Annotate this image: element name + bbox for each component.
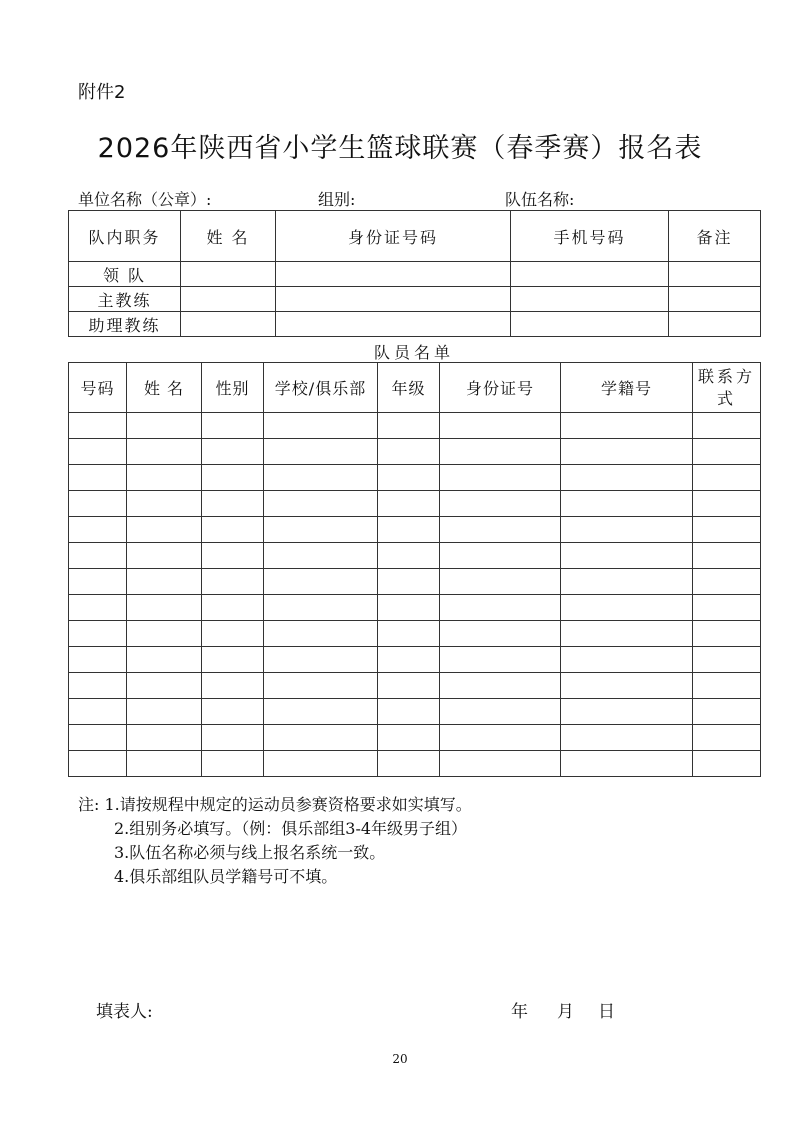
roster-cell[interactable]	[561, 465, 693, 491]
roster-cell[interactable]	[440, 751, 561, 777]
roster-cell[interactable]	[264, 491, 378, 517]
roster-cell[interactable]	[693, 751, 761, 777]
roster-row	[69, 491, 761, 517]
roster-cell[interactable]	[127, 595, 202, 621]
roster-cell[interactable]	[202, 517, 264, 543]
roster-cell[interactable]	[561, 751, 693, 777]
roster-cell[interactable]	[202, 621, 264, 647]
roster-cell[interactable]	[693, 595, 761, 621]
roster-cell[interactable]	[202, 543, 264, 569]
roster-cell[interactable]	[693, 491, 761, 517]
roster-cell[interactable]	[69, 465, 127, 491]
roster-cell[interactable]	[378, 517, 440, 543]
roster-cell[interactable]	[440, 491, 561, 517]
staff-role-cell: 主教练	[69, 287, 181, 312]
roster-cell[interactable]	[202, 569, 264, 595]
team-name-field-label: 队伍名称:	[505, 190, 575, 209]
group-field-label: 组别:	[318, 190, 356, 209]
roster-cell[interactable]	[69, 673, 127, 699]
roster-cell[interactable]	[378, 673, 440, 699]
roster-cell[interactable]	[561, 621, 693, 647]
staff-cell[interactable]	[276, 287, 511, 312]
roster-cell[interactable]	[693, 439, 761, 465]
roster-cell[interactable]	[440, 699, 561, 725]
roster-cell[interactable]	[561, 725, 693, 751]
roster-cell[interactable]	[202, 491, 264, 517]
roster-cell[interactable]	[127, 725, 202, 751]
roster-cell[interactable]	[378, 569, 440, 595]
roster-cell[interactable]	[127, 543, 202, 569]
roster-row	[69, 595, 761, 621]
roster-cell[interactable]	[69, 647, 127, 673]
roster-cell[interactable]	[561, 543, 693, 569]
staff-row	[69, 287, 761, 312]
roster-cell[interactable]	[440, 543, 561, 569]
roster-cell[interactable]	[69, 543, 127, 569]
roster-cell[interactable]	[561, 699, 693, 725]
staff-cell[interactable]	[181, 287, 276, 312]
roster-header-cell: 学籍号	[561, 363, 693, 413]
roster-cell[interactable]	[69, 621, 127, 647]
staff-cell[interactable]	[511, 312, 669, 337]
roster-cell[interactable]	[693, 725, 761, 751]
roster-cell[interactable]	[378, 621, 440, 647]
roster-cell[interactable]	[127, 621, 202, 647]
roster-cell[interactable]	[693, 621, 761, 647]
page-number: 20	[392, 1052, 408, 1066]
roster-row	[69, 621, 761, 647]
roster-cell[interactable]	[202, 439, 264, 465]
roster-cell[interactable]	[127, 569, 202, 595]
roster-row	[69, 439, 761, 465]
staff-cell[interactable]	[669, 312, 761, 337]
roster-cell[interactable]	[264, 621, 378, 647]
roster-cell[interactable]	[561, 647, 693, 673]
roster-cell[interactable]	[264, 751, 378, 777]
roster-cell[interactable]	[440, 569, 561, 595]
roster-cell[interactable]	[440, 621, 561, 647]
roster-header-cell: 号码	[69, 363, 127, 413]
roster-cell[interactable]	[440, 725, 561, 751]
staff-cell[interactable]	[511, 262, 669, 287]
roster-cell[interactable]	[440, 595, 561, 621]
roster-cell[interactable]	[69, 439, 127, 465]
staff-cell[interactable]	[669, 262, 761, 287]
roster-row	[69, 413, 761, 439]
roster-row	[69, 673, 761, 699]
staff-role-cell: 领 队	[69, 262, 181, 287]
roster-cell[interactable]	[693, 543, 761, 569]
roster-cell[interactable]	[69, 413, 127, 439]
roster-cell[interactable]	[69, 491, 127, 517]
roster-cell[interactable]	[127, 673, 202, 699]
roster-cell[interactable]	[264, 517, 378, 543]
roster-cell[interactable]	[693, 465, 761, 491]
roster-row	[69, 647, 761, 673]
staff-cell[interactable]	[511, 287, 669, 312]
roster-row	[69, 465, 761, 491]
roster-cell[interactable]	[378, 699, 440, 725]
roster-cell[interactable]	[693, 699, 761, 725]
roster-caption: 队员名单	[373, 343, 454, 362]
roster-cell[interactable]	[202, 725, 264, 751]
staff-header-cell: 姓 名	[181, 211, 276, 262]
staff-cell[interactable]	[181, 262, 276, 287]
roster-cell[interactable]	[561, 439, 693, 465]
roster-table	[68, 362, 761, 777]
note-line: 注: 1.请按规程中规定的运动员参赛资格要求如实填写。	[78, 795, 472, 814]
roster-cell[interactable]	[440, 465, 561, 491]
staff-table	[68, 210, 761, 337]
roster-cell[interactable]	[69, 725, 127, 751]
roster-cell[interactable]	[127, 699, 202, 725]
roster-cell[interactable]	[264, 725, 378, 751]
note-line: 4.俱乐部组队员学籍号可不填。	[114, 867, 338, 886]
roster-cell[interactable]	[264, 413, 378, 439]
roster-cell[interactable]	[561, 491, 693, 517]
roster-row	[69, 517, 761, 543]
roster-cell[interactable]	[378, 491, 440, 517]
roster-cell[interactable]	[440, 647, 561, 673]
roster-cell[interactable]	[440, 439, 561, 465]
roster-cell[interactable]	[693, 569, 761, 595]
roster-cell[interactable]	[378, 595, 440, 621]
staff-header-cell: 队内职务	[69, 211, 181, 262]
staff-header-cell: 备注	[669, 211, 761, 262]
roster-cell[interactable]	[264, 673, 378, 699]
roster-cell[interactable]	[561, 413, 693, 439]
roster-cell[interactable]	[693, 673, 761, 699]
roster-cell[interactable]	[69, 569, 127, 595]
staff-row	[69, 312, 761, 337]
roster-cell[interactable]	[440, 673, 561, 699]
staff-header-cell: 手机号码	[511, 211, 669, 262]
roster-cell[interactable]	[378, 439, 440, 465]
roster-header-cell: 身份证号	[440, 363, 561, 413]
roster-cell[interactable]	[378, 543, 440, 569]
roster-cell[interactable]	[264, 439, 378, 465]
date-year-label: 年	[511, 1002, 528, 1022]
roster-cell[interactable]	[378, 647, 440, 673]
roster-cell[interactable]	[378, 725, 440, 751]
roster-header-cell: 年级	[378, 363, 440, 413]
roster-cell[interactable]	[561, 673, 693, 699]
roster-cell[interactable]	[202, 595, 264, 621]
roster-cell[interactable]	[561, 569, 693, 595]
roster-cell[interactable]	[264, 595, 378, 621]
staff-cell[interactable]	[276, 312, 511, 337]
roster-cell[interactable]	[127, 491, 202, 517]
roster-cell[interactable]	[127, 465, 202, 491]
roster-cell[interactable]	[127, 439, 202, 465]
roster-cell[interactable]	[202, 751, 264, 777]
roster-cell[interactable]	[561, 595, 693, 621]
roster-header-cell: 性别	[202, 363, 264, 413]
roster-cell[interactable]	[693, 647, 761, 673]
roster-cell[interactable]	[202, 465, 264, 491]
attachment-label: 附件2	[78, 82, 126, 103]
roster-cell[interactable]	[202, 647, 264, 673]
form-title: 2026年陕西省小学生篮球联赛（春季赛）报名表	[97, 133, 703, 164]
roster-cell[interactable]	[69, 517, 127, 543]
staff-cell[interactable]	[276, 262, 511, 287]
staff-cell[interactable]	[669, 287, 761, 312]
roster-cell[interactable]	[127, 751, 202, 777]
staff-role-cell: 助理教练	[69, 312, 181, 337]
staff-header-row	[69, 211, 761, 262]
roster-cell[interactable]	[264, 647, 378, 673]
roster-header-cell: 学校/俱乐部	[264, 363, 378, 413]
date-month-label: 月	[557, 1002, 574, 1022]
roster-cell[interactable]	[693, 413, 761, 439]
filler-label: 填表人:	[96, 1002, 153, 1022]
roster-row	[69, 569, 761, 595]
roster-header-cell: 联系方式	[693, 363, 761, 413]
roster-cell[interactable]	[202, 699, 264, 725]
roster-cell[interactable]	[69, 751, 127, 777]
date-day-label: 日	[598, 1002, 615, 1022]
roster-row	[69, 699, 761, 725]
roster-cell[interactable]	[264, 465, 378, 491]
roster-cell[interactable]	[127, 647, 202, 673]
unit-name-field-label: 单位名称（公章）:	[78, 190, 212, 209]
roster-cell[interactable]	[440, 413, 561, 439]
roster-cell[interactable]	[378, 751, 440, 777]
roster-cell[interactable]	[378, 465, 440, 491]
roster-body	[69, 413, 761, 777]
form-header-fields	[0, 187, 800, 209]
notes	[78, 793, 472, 889]
roster-cell[interactable]	[561, 517, 693, 543]
roster-cell[interactable]	[264, 699, 378, 725]
roster-header-cell: 姓 名	[127, 363, 202, 413]
roster-row	[69, 725, 761, 751]
roster-cell[interactable]	[69, 699, 127, 725]
roster-cell[interactable]	[69, 595, 127, 621]
roster-cell[interactable]	[202, 413, 264, 439]
roster-row	[69, 751, 761, 777]
roster-cell[interactable]	[127, 517, 202, 543]
roster-cell[interactable]	[264, 543, 378, 569]
note-line: 3.队伍名称必须与线上报名系统一致。	[114, 843, 386, 862]
roster-header-row	[69, 363, 761, 413]
roster-cell[interactable]	[378, 413, 440, 439]
roster-cell[interactable]	[440, 517, 561, 543]
roster-cell[interactable]	[264, 569, 378, 595]
roster-cell[interactable]	[202, 673, 264, 699]
note-line: 2.组别务必填写。（例：俱乐部组3-4年级男子组）	[114, 819, 468, 838]
roster-row	[69, 543, 761, 569]
staff-cell[interactable]	[181, 312, 276, 337]
roster-cell[interactable]	[693, 517, 761, 543]
staff-header-cell: 身份证号码	[276, 211, 511, 262]
roster-cell[interactable]	[127, 413, 202, 439]
staff-row	[69, 262, 761, 287]
